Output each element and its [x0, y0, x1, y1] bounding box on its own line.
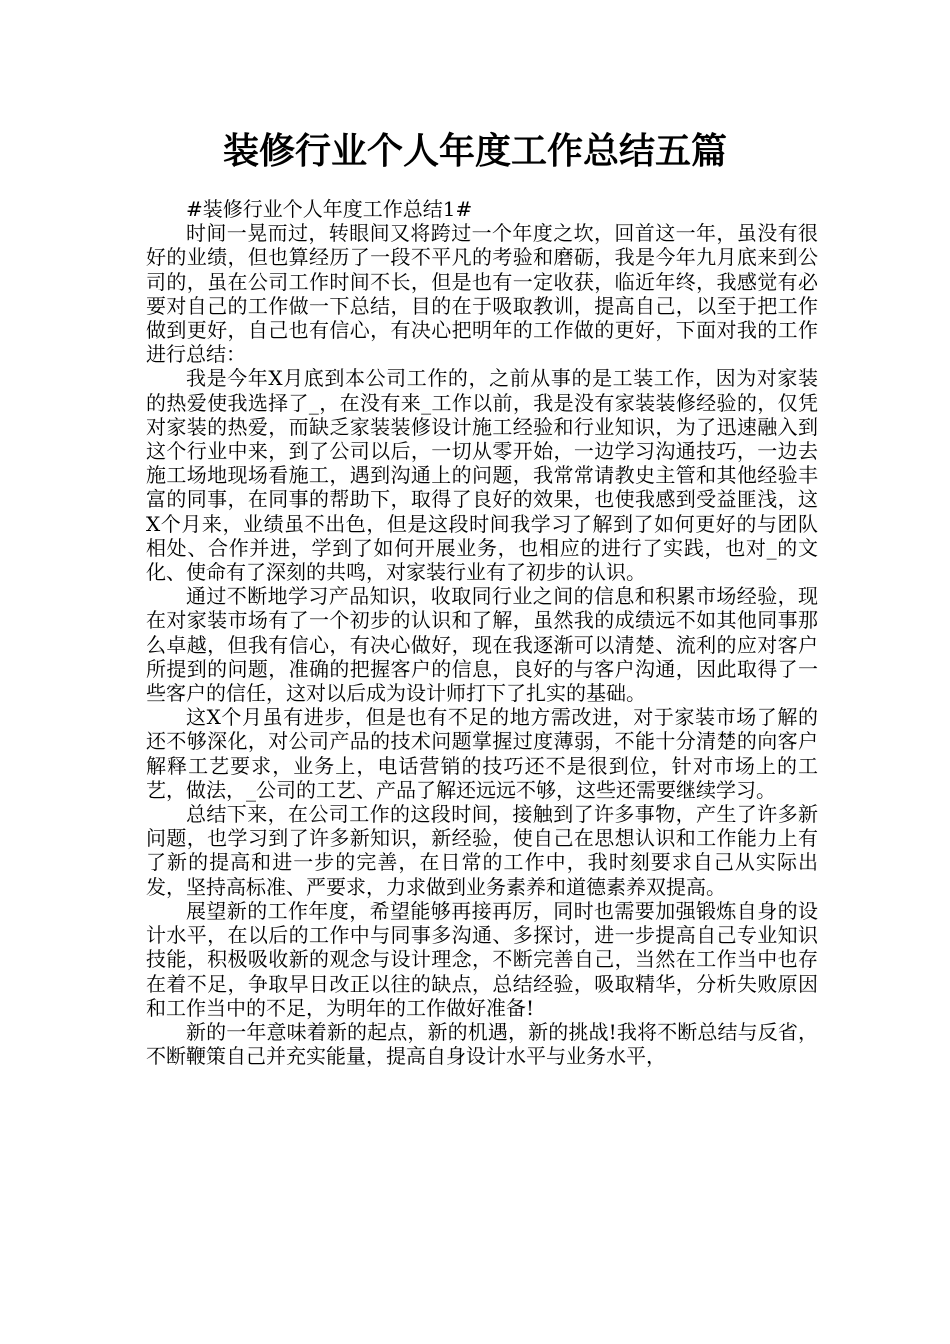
paragraph: 时间一晃而过，转眼间又将跨过一个年度之坎，回首这一年，虽没有很好的业绩，但也算经历了一段不平凡的考验和磨砺，我是今年九月底来到公司的，虽在公司工作时间不长，但是也有一定收获，临近年终，我感觉有必要对自己的工作做一下总结，目的在于吸取教训，提高自己，以至于把工作做到更好，自己也有信心，有决心把明年的工作做的更好，下面对我的工作进行总结： — [146, 221, 818, 367]
section-heading: #装修行业个人年度工作总结1# — [186, 197, 473, 221]
document-body — [146, 197, 818, 1068]
paragraph: 这X个月虽有进步，但是也有不足的地方需改进，对于家装市场了解的还不够深化，对公司产品的技术问题掌握过度薄弱，不能十分清楚的向客户解释工艺要求，业务上，电话营销的技巧还不是很到位，针对市场上的工艺，做法，_公司的工艺、产品了解还远远不够，这些还需要继续学习。 — [146, 705, 818, 802]
document-title: 装修行业个人年度工作总结五篇 — [222, 131, 727, 172]
paragraph: 我是今年X月底到本公司工作的，之前从事的是工装工作，因为对家装的热爱使我选择了_，在没有来_工作以前，我是没有家装装修经验的，仅凭对家装的热爱，而缺乏家装装修设计施工经验和行业知识，为了迅速融入到这个行业中来，到了公司以后，一切从零开始，一边学习沟通技巧，一边去施工场地现场看施工，遇到沟通上的问题，我常常请教史主管和其他经验丰富的同事，在同事的帮助下，取得了良好的效果，也使我感到受益匪浅，这X个月来，业绩虽不出色，但是这段时间我学习了解到了如何更好的与团队相处、合作并进，学到了如何开展业务，也相应的进行了实践，也对_的文化、使命有了深刻的共鸣，对家装行业有了初步的认识。 — [146, 366, 818, 585]
paragraph: 总结下来，在公司工作的这段时间，接触到了许多事物，产生了许多新问题，也学习到了许多新知识，新经验，使自己在思想认识和工作能力上有了新的提高和进一步的完善，在日常的工作中，我时刻要求自己从实际出发，坚持高标准、严要求，力求做到业务素养和道德素养双提高。 — [146, 802, 818, 899]
paragraph: 展望新的工作年度，希望能够再接再厉，同时也需要加强锻炼自身的设计水平，在以后的工作中与同事多沟通、多探讨，进一步提高自己专业知识技能，积极吸收新的观念与设计理念，不断完善自己，当然在工作当中也存在着不足，争取早日改正以往的缺点，总结经验，吸取精华，分析失败原因和工作当中的不足，为明年的工作做好准备! — [146, 898, 818, 1020]
paragraph: 新的一年意味着新的起点，新的机遇，新的挑战!我将不断总结与反省，不断鞭策自己并充实能量，提高自身设计水平与业务水平， — [146, 1019, 818, 1069]
paragraph: 通过不断地学习产品知识，收取同行业之间的信息和积累市场经验，现在对家装市场有了一个初步的认识和了解，虽然我的成绩远不如其他同事那么卓越，但我有信心，有决心做好，现在我逐渐可以清楚、流利的应对客户所提到的问题，准确的把握客户的信息，良好的与客户沟通，因此取得了一些客户的信任，这对以后成为设计师打下了扎实的基础。 — [146, 584, 818, 706]
